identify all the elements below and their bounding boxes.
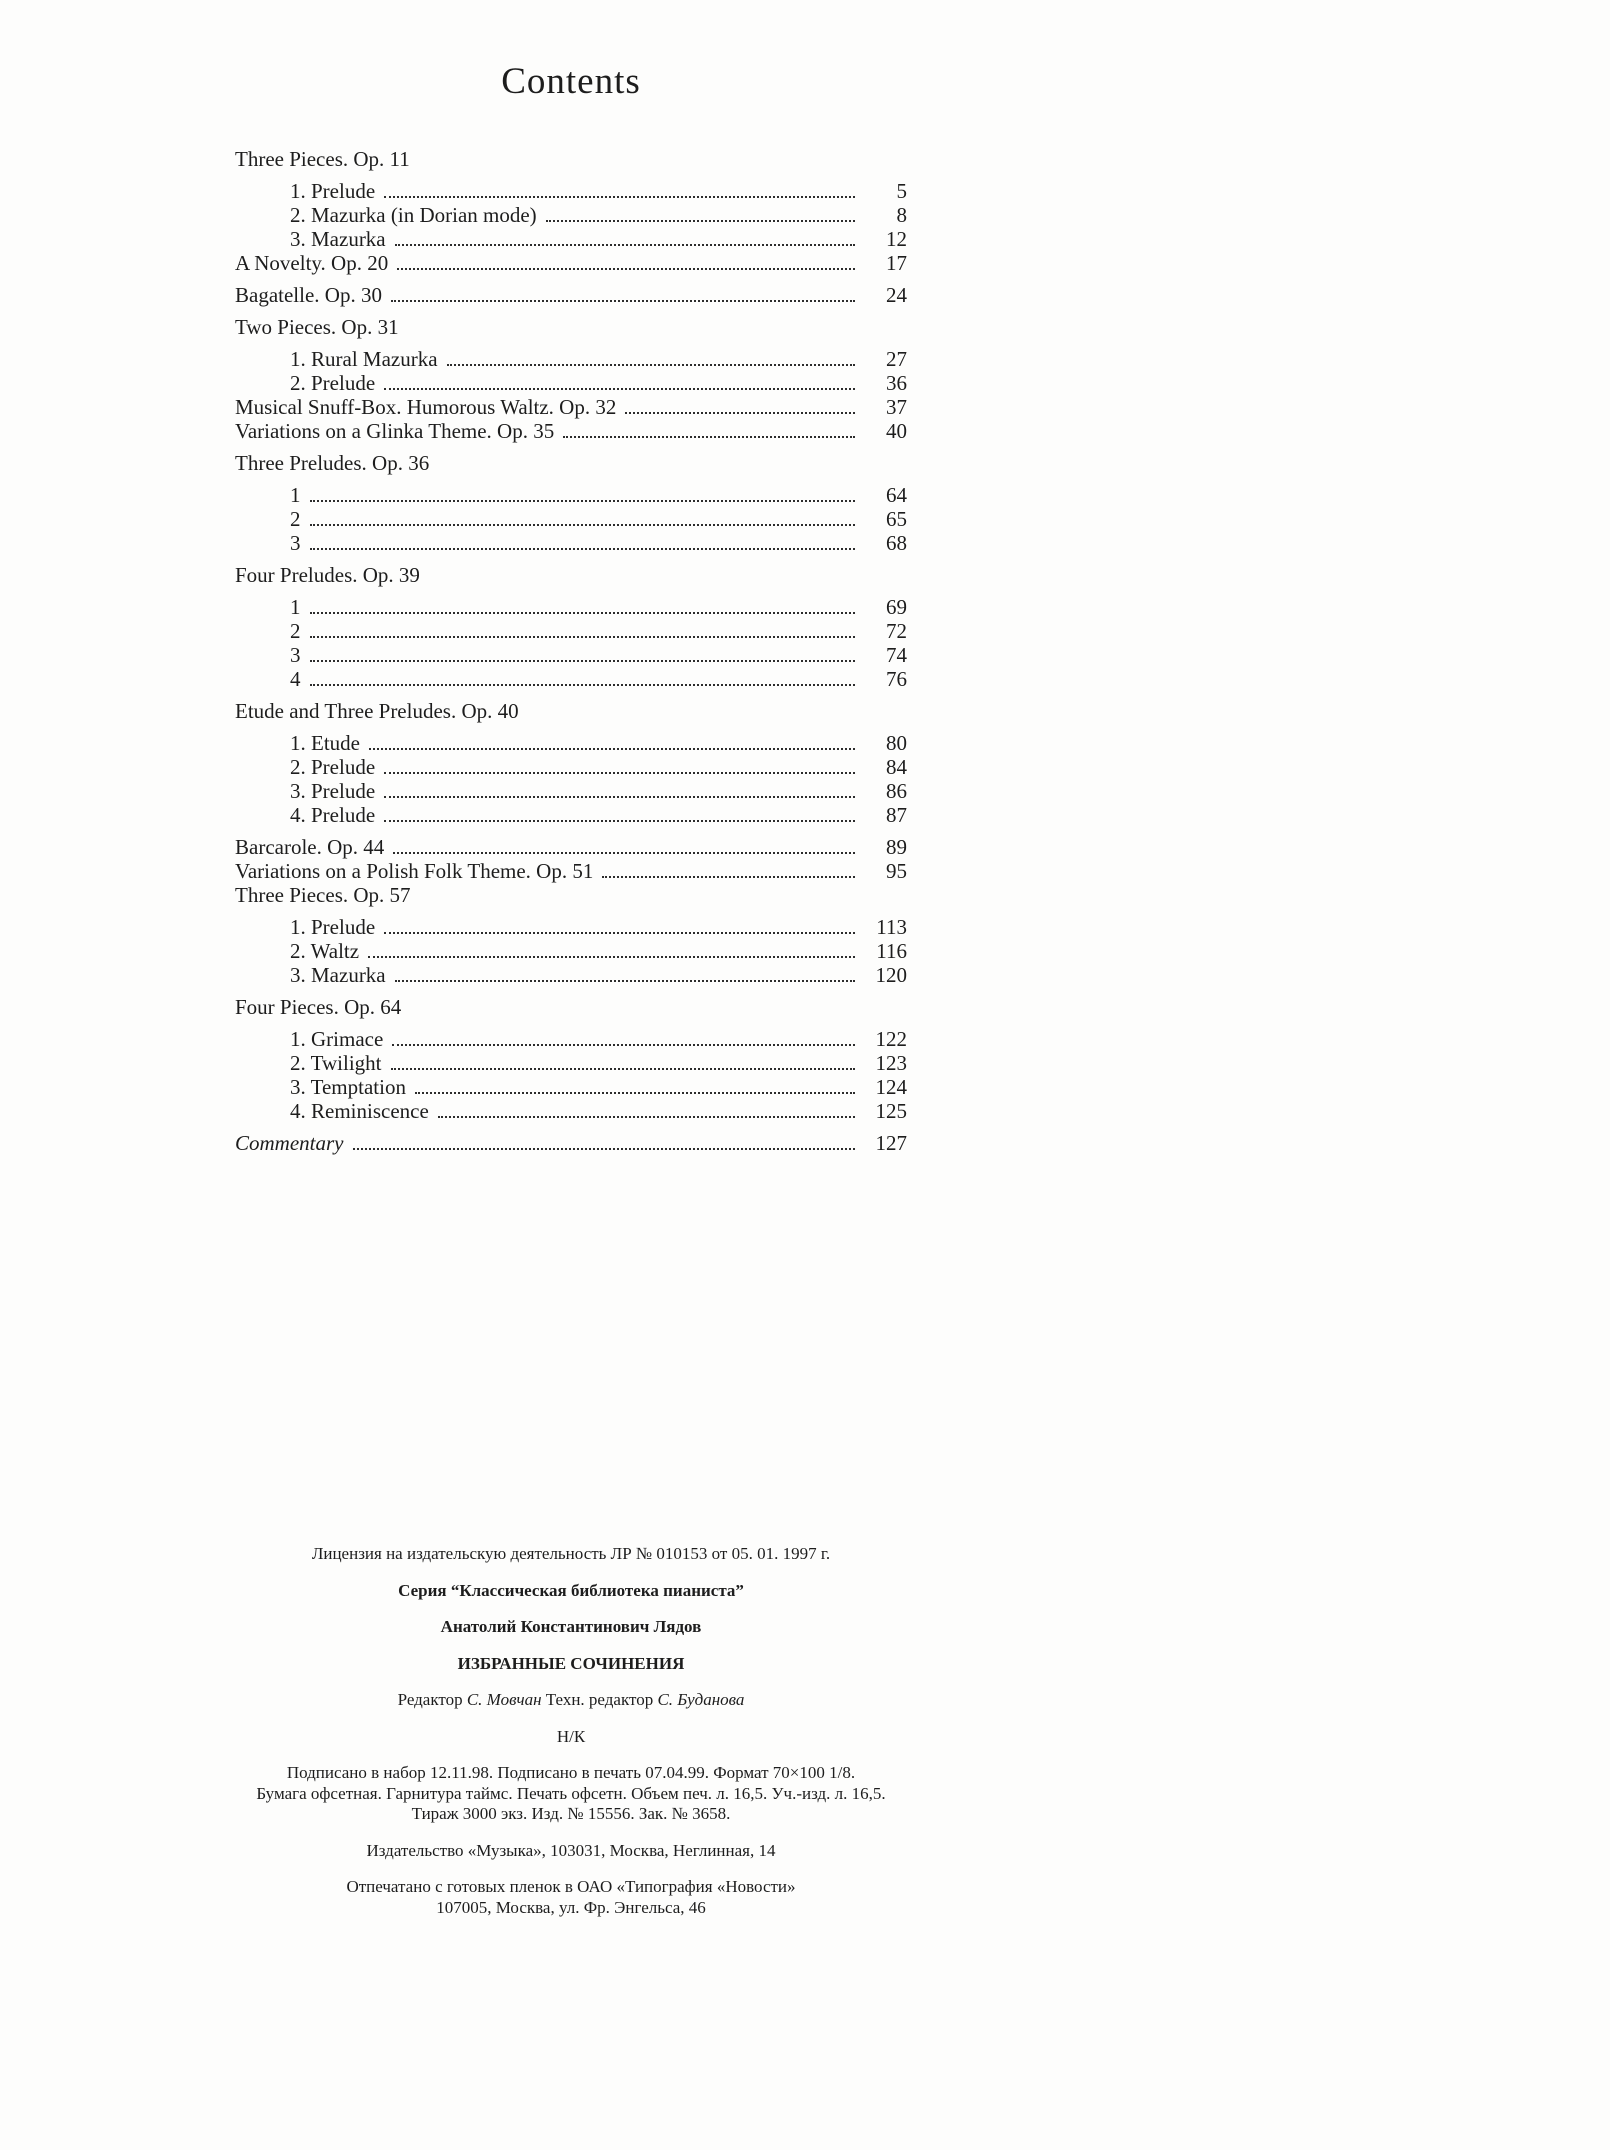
toc-entry-label: Variations on a Glinka Theme. Op. 35 (235, 419, 555, 443)
toc-entry (235, 531, 907, 555)
colophon-text: 107005, Москва, ул. Фр. Энгельса, 46 (436, 1897, 706, 1917)
toc-page-number: 74 (886, 643, 907, 667)
colophon-line (235, 1784, 907, 1805)
colophon-line (235, 1763, 907, 1784)
colophon-text: Редактор (397, 1690, 467, 1709)
toc-section-header (235, 563, 907, 587)
colophon-group (235, 1763, 907, 1825)
dot-leader (310, 500, 856, 502)
colophon-line (235, 1727, 907, 1748)
colophon-group (235, 1654, 907, 1675)
toc-entry-label: Etude and Three Preludes. Op. 40 (235, 699, 519, 723)
dot-leader (447, 364, 855, 366)
dot-leader (384, 820, 855, 822)
colophon-text: С. Мовчан (466, 1690, 542, 1709)
toc-page-number: 27 (886, 347, 907, 371)
toc-page-number: 76 (886, 667, 907, 691)
toc-section-header (235, 147, 907, 171)
dot-leader (384, 772, 855, 774)
toc-entry (235, 619, 907, 643)
dot-leader (384, 932, 855, 934)
dot-leader (384, 796, 855, 798)
toc-entry (235, 939, 907, 963)
colophon-line (235, 1581, 907, 1602)
toc-page-number: 116 (876, 939, 907, 963)
toc-page-number: 124 (875, 1075, 907, 1099)
toc-page-number: 87 (886, 803, 907, 827)
dot-leader (384, 196, 855, 198)
toc-entry-label: Three Pieces. Op. 57 (235, 883, 411, 907)
toc-entry-label: 3. Prelude (290, 779, 376, 803)
dot-leader (310, 684, 856, 686)
toc-page-number: 68 (886, 531, 907, 555)
colophon-group (235, 1544, 907, 1565)
colophon-line (235, 1690, 907, 1711)
toc-page-number: 113 (876, 915, 907, 939)
colophon-text: Тираж 3000 экз. Изд. № 15556. Зак. № 3658. (411, 1804, 731, 1823)
dot-leader (368, 956, 855, 958)
toc-page-number: 72 (886, 619, 907, 643)
dot-leader (353, 1148, 856, 1150)
dot-leader (391, 1068, 856, 1070)
toc-entry-label: 1. Prelude (290, 179, 376, 203)
toc-section-header (235, 699, 907, 723)
toc-entry (235, 419, 907, 443)
toc-entry (235, 1099, 907, 1123)
colophon-text: С. Буданова (657, 1690, 745, 1709)
colophon-text: Н/К (556, 1726, 586, 1746)
toc-entry-label: 3. Temptation (290, 1075, 406, 1099)
toc-entry (235, 779, 907, 803)
toc-entry (235, 251, 907, 275)
toc-entry (235, 227, 907, 251)
toc-entry (235, 643, 907, 667)
toc-entry-label: 2. Prelude (290, 371, 376, 395)
colophon-line (235, 1804, 907, 1825)
toc-entry-label: Commentary (235, 1131, 344, 1155)
toc-entry-label: Three Preludes. Op. 36 (235, 451, 430, 475)
toc-entry (235, 507, 907, 531)
dot-leader (546, 220, 855, 222)
toc-page-number: 8 (896, 203, 907, 227)
colophon-line (235, 1898, 907, 1919)
dot-leader (391, 300, 855, 302)
colophon-text: Бумага офсетная. Гарнитура таймс. Печать офсетн. Объем печ. л. 16,5. Уч.-изд. л. 16,5. (256, 1783, 886, 1803)
colophon-text: Подписано в набор 12.11.98. Подписано в печать 07.04.99. Формат 70×100 1/8. (286, 1763, 856, 1782)
toc-entry (235, 803, 907, 827)
toc-page-number: 5 (896, 179, 907, 203)
colophon-text: Издательство «Музыка», 103031, Москва, Неглинная, 14 (366, 1840, 776, 1860)
toc-entry (235, 1051, 907, 1075)
toc-entry-label: A Novelty. Op. 20 (235, 251, 389, 275)
toc-page-number: 37 (886, 395, 907, 419)
toc-entry-label: Four Preludes. Op. 39 (235, 563, 420, 587)
toc-entry-label: 2. Twilight (290, 1051, 382, 1075)
toc-entry (235, 395, 907, 419)
toc-entry-label: Variations on a Polish Folk Theme. Op. 51 (235, 859, 594, 883)
toc-page-number: 84 (886, 755, 907, 779)
dot-leader (397, 268, 855, 270)
toc-page-number: 12 (886, 227, 907, 251)
toc-page-number: 80 (886, 731, 907, 755)
dot-leader (392, 1044, 855, 1046)
dot-leader (393, 852, 855, 854)
toc-entry-label: 2. Prelude (290, 755, 376, 779)
dot-leader (395, 980, 855, 982)
dot-leader (602, 876, 855, 878)
dot-leader (395, 244, 855, 246)
dot-leader (310, 636, 856, 638)
toc-section-header (235, 883, 907, 907)
toc-page-number: 122 (875, 1027, 907, 1051)
colophon-text: Техн. редактор (541, 1690, 658, 1709)
dot-leader (384, 388, 855, 390)
toc-entry (235, 859, 907, 883)
dot-leader (369, 748, 855, 750)
toc-page-number: 65 (886, 507, 907, 531)
toc-entry-label: 3 (290, 643, 301, 667)
toc-entry-label: Musical Snuff-Box. Humorous Waltz. Op. 32 (235, 395, 617, 419)
toc-section-header (235, 995, 907, 1019)
colophon-text: ИЗБРАННЫЕ СОЧИНЕНИЯ (457, 1653, 685, 1673)
colophon-line (235, 1877, 907, 1898)
toc-entry-label: 3. Mazurka (290, 963, 386, 987)
toc-entry-label: 2. Mazurka (in Dorian mode) (290, 203, 537, 227)
toc-entry-label: 1. Prelude (290, 915, 376, 939)
toc-entry (235, 595, 907, 619)
toc-page-number: 24 (886, 283, 907, 307)
toc-entry (235, 179, 907, 203)
toc-entry-label: Four Pieces. Op. 64 (235, 995, 402, 1019)
toc-entry-label: 1. Etude (290, 731, 360, 755)
dot-leader (563, 436, 855, 438)
toc-list (235, 147, 907, 1155)
colophon-text: Серия “Классическая библиотека пианиста” (398, 1580, 744, 1600)
colophon-group (235, 1617, 907, 1638)
toc-entry-label: 2 (290, 619, 301, 643)
toc-page-number: 69 (886, 595, 907, 619)
dot-leader (438, 1116, 855, 1118)
colophon-line (235, 1544, 907, 1565)
toc-entry (235, 203, 907, 227)
colophon-line (235, 1841, 907, 1862)
colophon-line (235, 1654, 907, 1675)
toc-page-number: 120 (875, 963, 907, 987)
toc-section-header (235, 315, 907, 339)
toc-entry (235, 755, 907, 779)
toc-entry (235, 283, 907, 307)
table-of-contents (235, 60, 907, 1155)
toc-section-header (235, 451, 907, 475)
colophon-group (235, 1841, 907, 1862)
toc-entry (235, 667, 907, 691)
toc-entry-label: 4. Reminiscence (290, 1099, 429, 1123)
colophon-group (235, 1877, 907, 1918)
toc-entry (235, 371, 907, 395)
toc-page-number: 36 (886, 371, 907, 395)
toc-entry (235, 1131, 907, 1155)
toc-page-number: 123 (875, 1051, 907, 1075)
colophon-text: Лицензия на издательскую деятельность ЛР № 010153 от 05. 01. 1997 г. (311, 1544, 831, 1563)
colophon-block (235, 1544, 907, 1934)
toc-entry-label: 4 (290, 667, 301, 691)
toc-page-number: 40 (886, 419, 907, 443)
colophon-group (235, 1727, 907, 1748)
toc-entry-label: 3. Mazurka (290, 227, 386, 251)
toc-page-number: 17 (886, 251, 907, 275)
toc-entry-label: 3 (290, 531, 301, 555)
dot-leader (415, 1092, 855, 1094)
dot-leader (310, 612, 856, 614)
toc-entry-label: 1 (290, 595, 301, 619)
toc-entry-label: Bagatelle. Op. 30 (235, 283, 382, 307)
toc-entry-label: 1. Rural Mazurka (290, 347, 438, 371)
toc-entry (235, 963, 907, 987)
toc-entry (235, 347, 907, 371)
toc-page-number: 95 (886, 859, 907, 883)
colophon-text: Анатолий Константинович Лядов (440, 1617, 702, 1636)
toc-entry-label: Three Pieces. Op. 11 (235, 147, 410, 171)
toc-entry-label: 2. Waltz (290, 939, 360, 963)
toc-page-number: 64 (886, 483, 907, 507)
dot-leader (625, 412, 855, 414)
toc-entry-label: Barcarole. Op. 44 (235, 835, 385, 859)
page-title: Contents (501, 61, 641, 102)
colophon-text: Отпечатано с готовых пленок в ОАО «Типография «Новости» (346, 1877, 796, 1896)
toc-entry-label: 2 (290, 507, 301, 531)
toc-entry (235, 915, 907, 939)
toc-entry (235, 1027, 907, 1051)
toc-entry-label: 4. Prelude (290, 803, 376, 827)
toc-page-number: 127 (875, 1131, 907, 1155)
toc-page-number: 86 (886, 779, 907, 803)
toc-entry (235, 483, 907, 507)
dot-leader (310, 660, 856, 662)
toc-page-number: 125 (875, 1099, 907, 1123)
toc-entry (235, 835, 907, 859)
toc-page-number: 89 (886, 835, 907, 859)
toc-entry (235, 1075, 907, 1099)
toc-entry (235, 731, 907, 755)
toc-entry-label: Two Pieces. Op. 31 (235, 315, 399, 339)
toc-entry-label: 1. Grimace (290, 1027, 384, 1051)
colophon-line (235, 1617, 907, 1638)
toc-entry-label: 1 (290, 483, 301, 507)
colophon-group (235, 1690, 907, 1711)
dot-leader (310, 548, 856, 550)
colophon-group (235, 1581, 907, 1602)
dot-leader (310, 524, 856, 526)
